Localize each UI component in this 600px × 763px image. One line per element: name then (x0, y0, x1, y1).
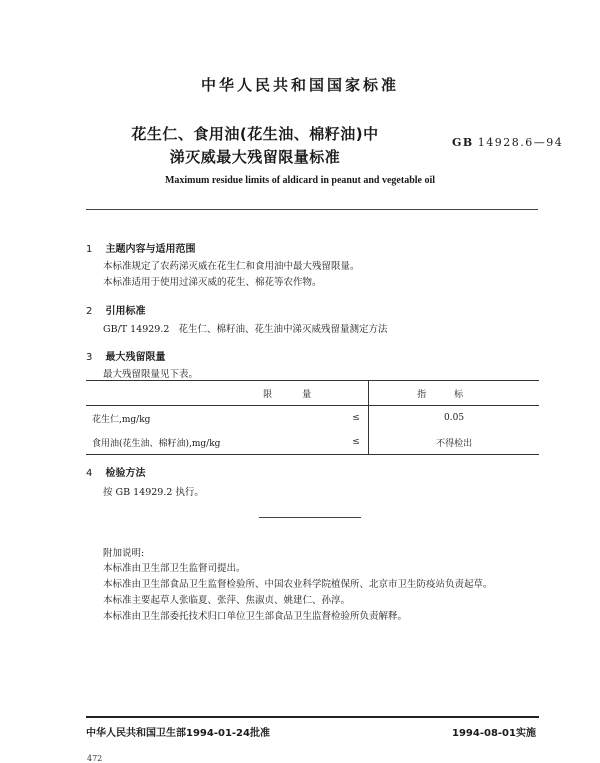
standard-code (452, 136, 563, 149)
approval-date: 中华人民共和国卫生部1994-01-24批准 (86, 728, 270, 739)
appendix-line: 本标准由卫生部食品卫生监督检验所、中国农业科学院植保所、北京市卫生防疫站负责起草。 (103, 579, 493, 590)
section-1-paragraph: 本标准规定了农药涕灭威在花生仁和食用油中最大残留限量。 (103, 261, 360, 272)
national-standard-header: 中华人民共和国国家标准 (200, 76, 399, 94)
section-number: 1 (86, 244, 93, 255)
section-title: 最大残留限量 (105, 352, 166, 363)
effective-date: 1994-08-01实施 (452, 728, 536, 739)
table-cell-value: 不得检出 (369, 430, 539, 455)
section-4-paragraph: 按 GB 14929.2 执行。 (103, 487, 204, 498)
section-title: 主题内容与适用范围 (105, 244, 196, 255)
table-row (86, 430, 539, 455)
table-header-item: 限量 (86, 381, 369, 406)
section-title: 引用标准 (105, 306, 146, 317)
appendix-heading: 附加说明: (103, 548, 145, 559)
table-header-value: 指标 (369, 381, 539, 406)
table-cell-symbol: ≤ (352, 413, 360, 423)
section-1-heading (86, 237, 195, 256)
section-3-paragraph: 最大残留限量见下表。 (103, 369, 199, 380)
section-2-heading (86, 299, 145, 318)
section-number: 2 (86, 306, 93, 317)
section-2-reference: GB/T 14929.2 花生仁、棉籽油、花生油中涕灭威残留量测定方法 (103, 324, 388, 335)
section-title: 检验方法 (105, 468, 146, 479)
standard-code-number: 14928.6—94 (477, 136, 564, 149)
table-cell-item: 食用油(花生油、棉籽油),mg/kg (86, 430, 344, 455)
residue-limits-table (86, 380, 539, 455)
table-cell-symbol: ≤ (344, 430, 369, 455)
section-4-heading (86, 461, 145, 480)
page-number: 472 (87, 754, 103, 763)
appendix-line: 本标准由卫生部卫生监督司提出。 (103, 563, 246, 574)
appendix-line: 本标准主要起草人张临夏、张萍、焦淑贞、姚建仁、孙淳。 (103, 595, 351, 606)
title-english: Maximum residue limits of aldicard in peanut and vegetable oil (164, 175, 436, 186)
section-3-heading (86, 345, 165, 364)
header-divider (86, 209, 538, 210)
table-cell-value: 0.05 (369, 406, 539, 431)
section-number: 3 (86, 352, 93, 363)
table-cell-item: 花生仁,mg/kg (92, 414, 151, 425)
section-number: 4 (86, 468, 93, 479)
table-row (86, 406, 539, 431)
title-cn-line1: 花生仁、食用油(花生油、棉籽油)中 (131, 125, 379, 143)
standard-code-prefix: GB (452, 136, 474, 149)
appendix-line: 本标准由卫生部委托技术归口单位卫生部食品卫生监督检验所负责解释。 (103, 611, 408, 622)
end-of-text-rule (259, 517, 361, 518)
footer-divider (86, 716, 539, 718)
section-1-paragraph: 本标准适用于使用过涕灭威的花生、棉花等农作物。 (103, 277, 322, 288)
table-header-row (86, 381, 539, 406)
title-cn-line2: 涕灭威最大残留限量标准 (169, 148, 341, 166)
